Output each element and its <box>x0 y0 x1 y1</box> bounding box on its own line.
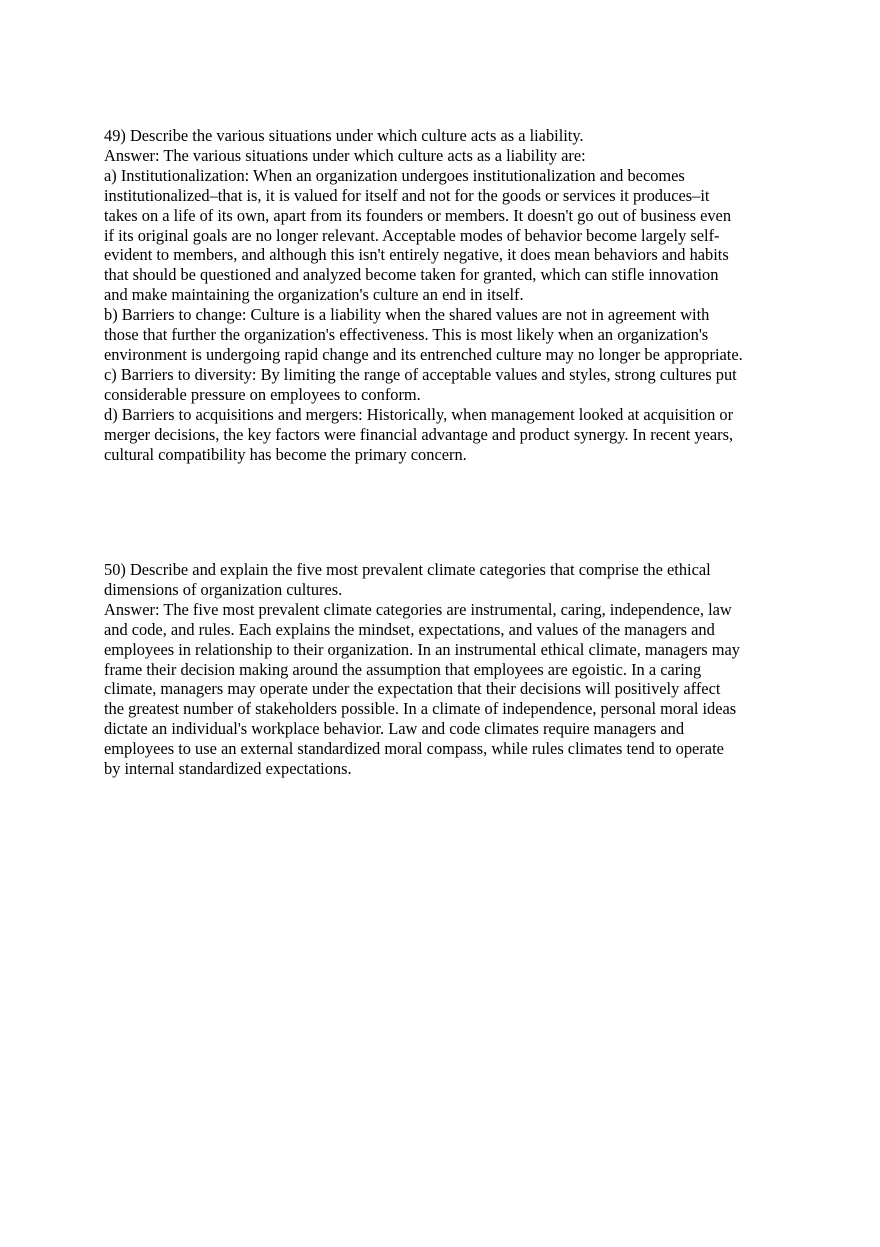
answer-line: climate, managers may operate under the expectation that their decisions will positively affect <box>104 679 721 699</box>
answer-line: d) Barriers to acquisitions and mergers: Historically, when management looked at acquisition or <box>104 404 734 424</box>
answer-line: considerable pressure on employees to conform. <box>104 384 421 404</box>
answer-line: employees to use an external standardized moral compass, while rules climates tend to operate <box>104 739 724 759</box>
answer-line: those that further the organization's effectiveness. This is most likely when an organization's <box>104 325 709 345</box>
answer-line: c) Barriers to diversity: By limiting the range of acceptable values and styles, strong cultures put <box>104 364 737 384</box>
answer-line: environment is undergoing rapid change and its entrenched culture may no longer be appropriate. <box>104 344 743 364</box>
question-50-prompt: 50) Describe and explain the five most prevalent climate categories that comprise the ethical <box>104 560 711 579</box>
question-49-answer-intro: Answer: The various situations under which culture acts as a liability are: <box>104 145 586 165</box>
question-49 <box>104 126 794 464</box>
answer-line: frame their decision making around the assumption that employees are egoistic. In a caring <box>104 659 702 679</box>
answer-line: b) Barriers to change: Culture is a liability when the shared values are not in agreement with <box>104 305 710 325</box>
answer-line: by internal standardized expectations. <box>104 759 352 779</box>
answer-line: the greatest number of stakeholders possible. In a climate of independence, personal moral ideas <box>104 699 737 719</box>
question-50-answer-intro: Answer: The five most prevalent climate categories are instrumental, caring, independence, law <box>104 599 732 619</box>
answer-line: evident to members, and although this isn't entirely negative, it does mean behaviors and habits <box>104 245 729 265</box>
answer-line: and make maintaining the organization's culture an end in itself. <box>104 285 524 305</box>
answer-line: employees in relationship to their organization. In an instrumental ethical climate, managers may <box>104 639 741 659</box>
answer-line: a) Institutionalization: When an organization undergoes institutionalization and becomes <box>104 165 685 185</box>
answer-line: merger decisions, the key factors were financial advantage and product synergy. In recent years, <box>104 424 734 444</box>
question-50 <box>104 560 794 779</box>
question-49-prompt: 49) Describe the various situations under which culture acts as a liability. <box>104 126 584 145</box>
answer-line: and code, and rules. Each explains the mindset, expectations, and values of the managers and <box>104 619 715 639</box>
question-50-prompt: dimensions of organization cultures. <box>104 579 343 599</box>
answer-line: takes on a life of its own, apart from its founders or members. It doesn't go out of business even <box>104 205 732 225</box>
answer-line: cultural compatibility has become the primary concern. <box>104 444 467 464</box>
answer-line: if its original goals are no longer relevant. Acceptable modes of behavior become largely self- <box>104 225 720 245</box>
answer-line: that should be questioned and analyzed become taken for granted, which can stifle innovation <box>104 265 719 285</box>
answer-line: institutionalized–that is, it is valued for itself and not for the goods or services it produces–it <box>104 185 710 205</box>
answer-line: dictate an individual's workplace behavior. Law and code climates require managers and <box>104 719 685 739</box>
